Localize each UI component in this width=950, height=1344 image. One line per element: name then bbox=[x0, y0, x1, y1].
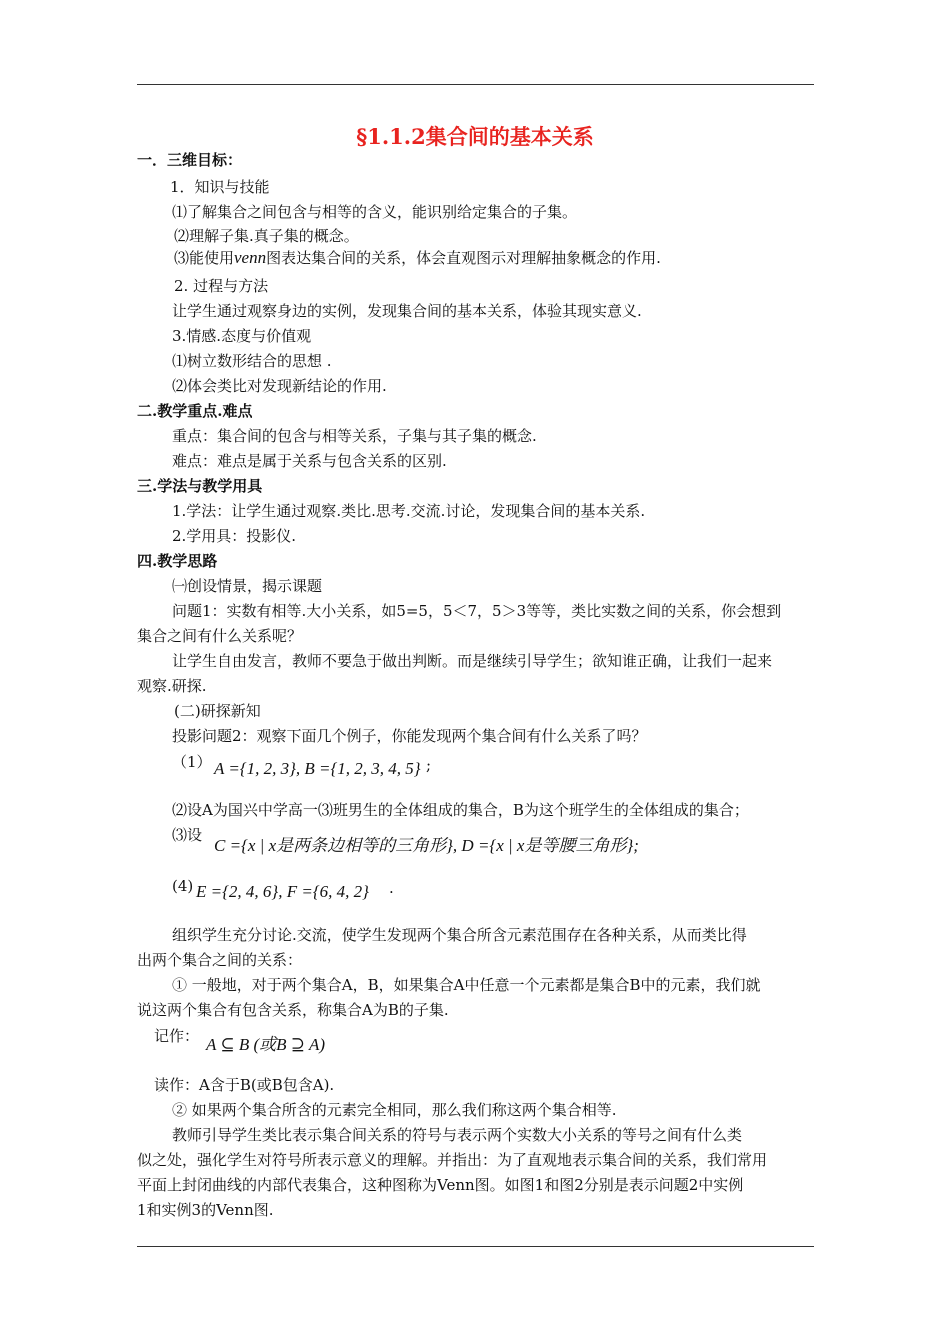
text-line: 出两个集合之间的关系： bbox=[137, 951, 303, 969]
example-1-label: （1） bbox=[172, 753, 212, 771]
text-line: ① 一般地，对于两个集合A，B，如果集合A中任意一个元素都是集合B中的元素，我们就 bbox=[172, 976, 761, 994]
notation-label: 记作： bbox=[154, 1027, 200, 1045]
text-line: 投影问题2：观察下面几个例子，你能发现两个集合间有什么关系了吗？ bbox=[172, 727, 647, 745]
text-line: ⑵体会类比对发现新结论的作用. bbox=[172, 377, 387, 395]
section-heading-3: 三.学法与教学用具 bbox=[137, 477, 263, 495]
text-line: 难点：难点是属于关系与包含关系的区别. bbox=[172, 452, 447, 470]
text-line: 1.学法：让学生通过观察.类比.思考.交流.讨论，发现集合间的基本关系. bbox=[172, 502, 646, 520]
text-line: ⑵理解子集.真子集的概念。 bbox=[174, 227, 359, 245]
example-4-formula: E ={2, 4, 6}, F ={6, 4, 2} bbox=[196, 882, 369, 901]
text-line: 2.学用具：投影仪. bbox=[172, 527, 297, 545]
text-line: ② 如果两个集合所含的元素完全相同，那么我们称这两个集合相等. bbox=[172, 1101, 617, 1119]
section-heading-4: 四.教学思路 bbox=[137, 552, 218, 570]
text-line: ⑶能使用venn图表达集合间的关系，体会直观图示对理解抽象概念的作用. bbox=[174, 248, 661, 267]
text-line: 集合之间有什么关系呢？ bbox=[137, 627, 303, 645]
text-line: 读作：A含于B(或B包含A). bbox=[154, 1076, 335, 1094]
footer-rule bbox=[137, 1246, 814, 1247]
text-line: 教师引导学生类比表示集合间关系的符号与表示两个实数大小关系的等号之间有什么类 bbox=[172, 1126, 743, 1144]
text-line: 让学生通过观察身边的实例，发现集合间的基本关系，体验其现实意义. bbox=[172, 302, 642, 320]
text-line: 组织学生充分讨论.交流，使学生发现两个集合所含元素范围存在各种关系，从而类比得 bbox=[172, 926, 747, 944]
text-line: 平面上封闭曲线的内部代表集合，这种图称为Venn图。如图1和图2分别是表示问题2中实例 bbox=[137, 1176, 744, 1194]
example-4-punct: . bbox=[389, 879, 394, 897]
section-heading-2: 二.教学重点.难点 bbox=[137, 402, 253, 420]
notation-formula: A ⊆ B (或B ⊇ A) bbox=[206, 1035, 325, 1054]
venn-term: venn bbox=[234, 248, 267, 267]
text-line: ⑵设A为国兴中学高一⑶班男生的全体组成的集合，B为这个班学生的全体组成的集合； bbox=[172, 801, 749, 819]
text-line: (二)研探新知 bbox=[174, 702, 261, 720]
text-line: 说这两个集合有包含关系，称集合A为B的子集. bbox=[137, 1001, 449, 1019]
text-line: 重点：集合间的包含与相等关系，子集与其子集的概念. bbox=[172, 427, 537, 445]
section-heading-1: 一．三维目标： bbox=[137, 151, 243, 169]
header-rule bbox=[137, 84, 814, 85]
text-line: 1．知识与技能 bbox=[170, 178, 270, 196]
page-title: §1.1.2集合间的基本关系 bbox=[356, 124, 594, 149]
text-line: ㈠创设情景，揭示课题 bbox=[172, 577, 323, 595]
text-line: 让学生自由发言，教师不要急于做出判断。而是继续引导学生；欲知谁正确，让我们一起来 bbox=[172, 652, 773, 670]
text-line: 问题1：实数有相等.大小关系，如5=5，5＜7，5＞3等等，类比实数之间的关系，你会想到 bbox=[172, 602, 782, 620]
example-3-label: ⑶设 bbox=[172, 826, 203, 844]
text-line: 似之处，强化学生对符号所表示意义的理解。并指出：为了直观地表示集合间的关系，我们常用 bbox=[137, 1151, 768, 1169]
text-line: 1和实例3的Venn图. bbox=[137, 1201, 274, 1219]
example-4-label: (4) bbox=[172, 877, 194, 895]
example-1-formula: A ={1, 2, 3}, B ={1, 2, 3, 4, 5} bbox=[214, 759, 421, 778]
example-1-punct: ; bbox=[426, 756, 432, 774]
text-line: 2. 过程与方法 bbox=[174, 277, 269, 295]
text-line: ⑴树立数形结合的思想 . bbox=[172, 352, 332, 370]
example-3-formula: C ={x | x是两条边相等的三角形}, D ={x | x是等腰三角形}; bbox=[214, 836, 639, 855]
text-line: 3.情感.态度与价值观 bbox=[172, 327, 312, 345]
text-line: ⑴了解集合之间包含与相等的含义，能识别给定集合的子集。 bbox=[172, 203, 578, 221]
text-line: 观察.研探. bbox=[137, 677, 207, 695]
